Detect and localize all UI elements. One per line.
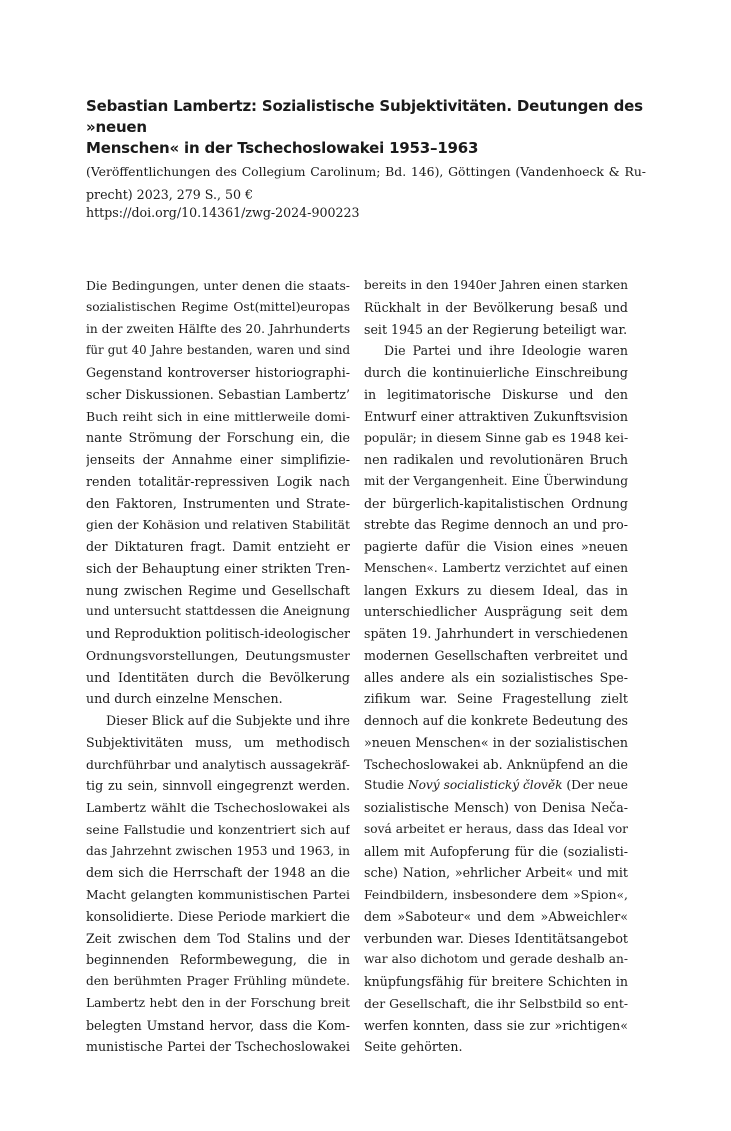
text-line: in legitimatorische Diskurse und den — [364, 386, 628, 402]
text-line: Gegenstand kontroverser historiographi- — [86, 365, 350, 380]
review-title-line-1: Sebastian Lambertz: Sozialistische Subjektivitäten. Deutungen des »neuen — [86, 97, 643, 136]
review-title-line-2: Menschen« in der Tschechoslowakei 1953–1963 — [86, 139, 479, 157]
text-line: in der zweiten Hälfte des 20. Jahrhunderts — [86, 321, 350, 336]
text-line: alles andere als ein sozialistisches Spe- — [364, 669, 628, 685]
text-line: konsolidierte. Diese Periode markiert die — [86, 908, 350, 924]
text-line: Macht gelangten kommunistischen Partei — [86, 887, 350, 902]
left-column — [86, 275, 350, 1058]
text-line: seit 1945 an der Regierung beteiligt war. — [364, 321, 628, 337]
text-line: bereits in den 1940er Jahren einen starken — [364, 278, 628, 292]
text-line: dennoch auf die konkrete Bedeutung des — [364, 713, 628, 728]
text-line: belegten Umstand hervor, dass die Kom- — [86, 1017, 350, 1033]
text-line: war also dichotom und gerade deshalb an- — [364, 952, 628, 967]
text-line: der bürgerlich-kapitalistischen Ordnung — [364, 495, 628, 511]
text-line: späten 19. Jahrhundert in verschiedenen — [364, 626, 628, 641]
text-line: und Identitäten durch die Bevölkerung — [86, 669, 350, 685]
text-line: Ordnungsvorstellungen, Deutungsmuster — [86, 647, 350, 663]
text-line: und untersucht stattdessen die Aneignung — [86, 604, 350, 619]
right-column — [364, 275, 628, 1058]
text-line: Lambertz wählt die Tschechoslowakei als — [86, 800, 350, 815]
text-line: und Reproduktion politisch-ideologischer — [86, 626, 350, 641]
text-line: Tschechoslowakei ab. Anknüpfend an die — [364, 756, 628, 772]
text-line: Dieser Blick auf die Subjekte und ihre — [106, 713, 350, 728]
text-line: verbunden war. Dieses Identitätsangebot — [364, 930, 628, 946]
text-line: sich der Behauptung einer strikten Tren- — [86, 560, 350, 576]
text-line: den berühmten Prager Frühling mündete. — [86, 974, 350, 988]
text-line: Seite gehörten. — [364, 1039, 463, 1055]
text-line: nung zwischen Regime und Gesellschaft — [86, 582, 350, 598]
text-line: und durch einzelne Menschen. — [86, 691, 283, 707]
text-line: »neuen Menschen« in der sozialistischen — [364, 734, 628, 750]
text-line: Subjektivitäten muss, um methodisch — [86, 734, 350, 750]
text-line: sozialistische Mensch) von Denisa Neča- — [364, 800, 628, 815]
text-line: nante Strömung der Forschung ein, die — [86, 430, 350, 446]
text-line: beginnenden Reformbewegung, die in — [86, 952, 350, 968]
text-line: langen Exkurs zu diesem Ideal, das in — [364, 582, 628, 598]
publication-details — [86, 161, 646, 206]
text-line: Rückhalt in der Bevölkerung besaß und — [364, 299, 628, 315]
publication-details-line-1: (Veröffentlichungen des Collegium Carolinum; Bd. 146), Göttingen (Vandenhoeck & Ru- — [86, 164, 646, 179]
text-line: gien der Kohäsion und relativen Stabilität — [86, 517, 350, 533]
text-line: allem mit Aufopferung für die (sozialisti- — [364, 843, 628, 859]
italic-book-title: Nový socialistický člověk — [407, 778, 563, 793]
paragraph-2 — [86, 710, 350, 1058]
text-line: scher Diskussionen. Sebastian Lambertz’ — [86, 386, 350, 402]
text-line: für gut 40 Jahre bestanden, waren und sind — [86, 343, 350, 358]
text-line-with-italic-title — [364, 775, 628, 797]
text-line: Buch reiht sich in eine mittlerweile domi- — [86, 408, 350, 424]
review-header — [86, 96, 646, 206]
text-line: sche) Nation, »ehrlicher Arbeit« und mit — [364, 865, 628, 881]
text-line: dem »Saboteur« und dem »Abweichler« — [364, 908, 628, 924]
text-line: mit der Vergangenheit. Eine Überwindung — [364, 473, 628, 488]
text-line: seine Fallstudie und konzentriert sich auf — [86, 821, 350, 837]
review-title — [86, 96, 646, 159]
text-line: strebte das Regime dennoch an und pro- — [364, 517, 628, 533]
text-line: Zeit zwischen dem Tod Stalins und der — [86, 930, 350, 946]
publication-details-line-2: precht) 2023, 279 S., 50 € — [86, 186, 254, 202]
text-line: das Jahrzehnt zwischen 1953 und 1963, in — [86, 843, 350, 858]
doi-link[interactable]: https://doi.org/10.14361/zwg-2024-900223 — [86, 205, 360, 220]
text-line: modernen Gesellschaften verbreitet und — [364, 647, 628, 663]
text-line: den Faktoren, Instrumenten und Strate- — [86, 495, 350, 511]
paragraph-1 — [86, 275, 350, 710]
text-line: zifikum war. Seine Fragestellung zielt — [364, 691, 628, 707]
text-line: der Diktaturen fragt. Damit entzieht er — [86, 539, 350, 554]
text-line: Entwurf einer attraktiven Zukunftsvision — [364, 408, 628, 424]
text-line: Die Bedingungen, unter denen die staats- — [86, 278, 350, 293]
text-line: werfen konnten, dass sie zur »richtigen« — [364, 1017, 628, 1033]
text-line: knüpfungsfähig für breitere Schichten in — [364, 974, 628, 989]
text-line: der Gesellschaft, die ihr Selbstbild so ent- — [364, 995, 628, 1011]
text-line: tig zu sein, sinnvoll eingegrenzt werden. — [86, 778, 350, 794]
text-line: Feindbildern, insbesondere dem »Spion«, — [364, 887, 628, 902]
text-line: sová arbeitet er heraus, dass das Ideal vor — [364, 821, 628, 836]
text-fragment: (Der neue — [562, 778, 628, 793]
text-line: durch die kontinuierliche Einschreibung — [364, 365, 628, 380]
text-line: renden totalitär-repressiven Logik nach — [86, 473, 350, 489]
text-line: durchführbar und analytisch aussagekräf- — [86, 756, 350, 772]
paragraph-2-continued — [364, 275, 628, 340]
text-line: dem sich die Herrschaft der 1948 an die — [86, 865, 350, 881]
text-fragment: Studie — [364, 778, 408, 793]
text-line: populär; in diesem Sinne gab es 1948 kei- — [364, 430, 628, 446]
text-line: sozialistischen Regime Ost(mittel)europas — [86, 299, 350, 314]
text-line: munistische Partei der Tschechoslowakei — [86, 1039, 350, 1055]
text-line: Die Partei und ihre Ideologie waren — [384, 343, 628, 359]
text-line: pagierte dafür die Vision eines »neuen — [364, 539, 628, 554]
text-line: nen radikalen und revolutionären Bruch — [364, 452, 628, 467]
paragraph-3 — [364, 340, 628, 1058]
text-line: jenseits der Annahme einer simplifizie- — [86, 452, 350, 467]
text-line: Lambertz hebt den in der Forschung breit — [86, 995, 350, 1010]
text-line: Menschen«. Lambertz verzichtet auf einen — [364, 560, 628, 575]
text-line: unterschiedlicher Ausprägung seit dem — [364, 604, 628, 620]
